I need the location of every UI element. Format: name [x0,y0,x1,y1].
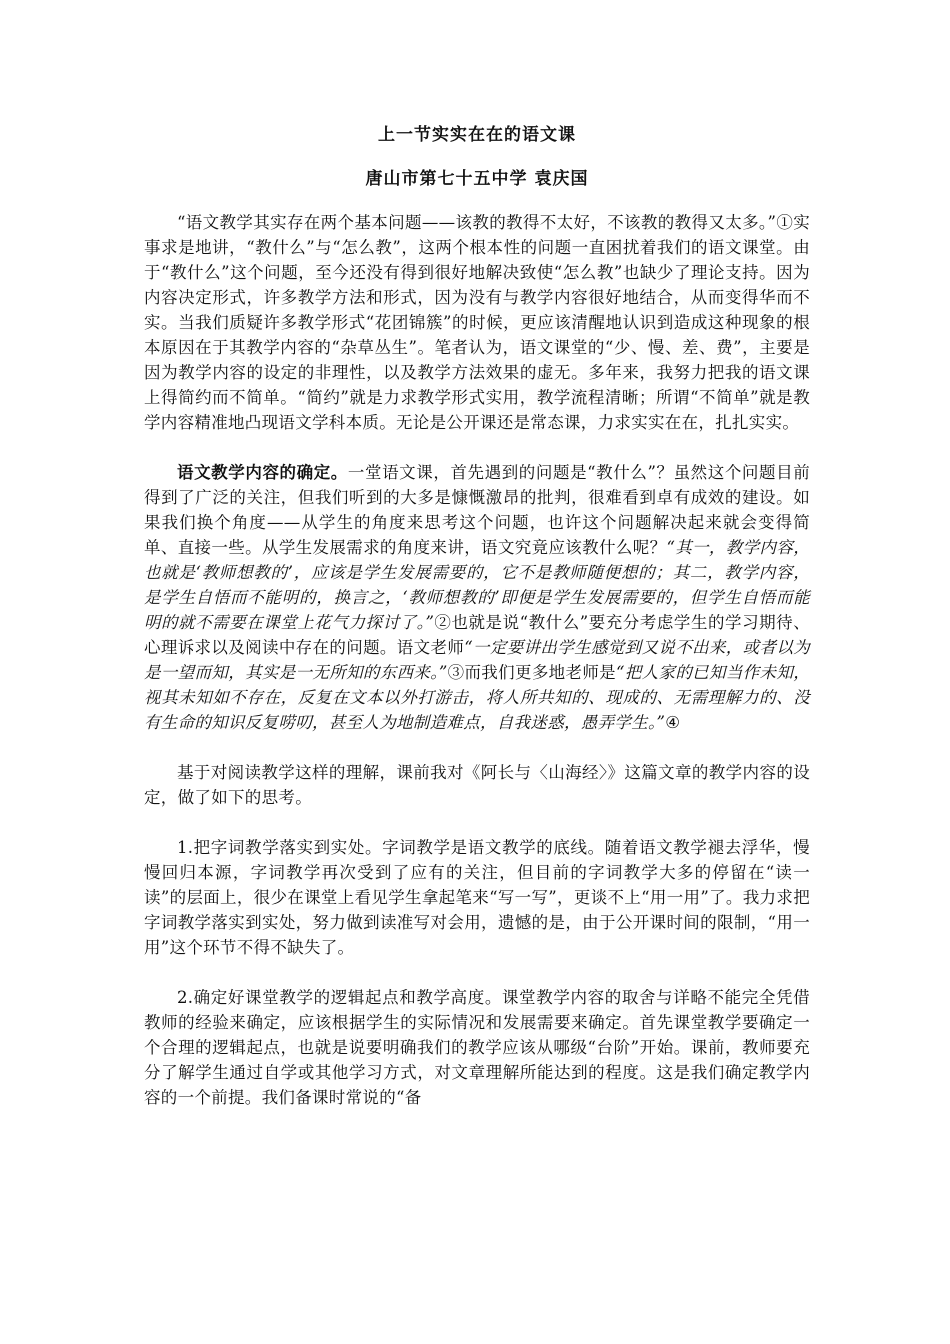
paragraph-reading-understanding [144,760,810,810]
quotation: “其一，教学内容，也就是‘教师想教的’，应该是学生发展需要的，它不是教师随便想的；其二，教学内容，是学生自悟而不能明的，换言之，‘教师想教的’即便是学生发展需要的，但学生自悟而能明的就不需要在课堂上花气力探讨了。” [144,538,810,632]
document-author: 唐山市第七十五中学 袁庆国 [365,169,589,189]
paragraph-text: “语文教学其实存在两个基本问题——该教的教得不太好，不该教的教得又太多。”①实事求是地讲，“教什么”与“怎么教”，这两个根本性的问题一直困扰着我们的语文课堂。由于“教什么”这个问题，至今还没有得到很好地解决致使“怎么教”也缺少了理论支持。因为内容决定形式，许多教学方法和形式，因为没有与教学内容很好地结合，从而变得华而不实。当我们质疑许多教学形式“花团锦簇”的时候，更应该清醒地认识到造成这种现象的根本原因在于其教学内容的“杂草丛生”。笔者认为，语文课堂的“少、慢、差、费”，主要是因为教学内容的设定的非理性，以及教学方法效果的虚无。多年来，我努力把我的语文课上得简约而不简单。“简约”就是力求教学形式实用，教学流程清晰；所谓“不简单”就是教学内容精准地凸现语文学科本质。无论是公开课还是常态课，力求实实在在，扎扎实实。 [144,213,810,432]
quotation: “一定要讲出学生感觉到又说不出来，或者以为是一望而知，其实是一无所知的东西来。” [144,638,810,682]
document-page [144,122,810,1135]
paragraph-text: 2.确定好课堂教学的逻辑起点和教学高度。课堂教学内容的取舍与详略不能完全凭借教师的经验来确定，应该根据学生的实际情况和发展需要来确定。首先课堂教学要确定一个合理的逻辑起点，也就是说要明确我们的教学应该从哪级“台阶”开始。课前，教师要充分了解学生通过自学或其他学习方式，对文章理解所能达到的程度。这是我们确定教学内容的一个前提。我们备课时常说的“备 [144,988,810,1107]
paragraph-point-2 [144,985,810,1110]
paragraph-text: ②也就是说“教什么”要充分考虑学生的学习期待、心理诉求以及阅读中存在的问题。语文老师 [144,613,810,657]
quotation: “把人家的已知当作未知，视其未知如不存在，反复在文本以外打游击，将人所共知的、现成的、无需理解力的、没有生命的知识反复唠叨，甚至人为地制造难点，自我迷惑，愚弄学生。” [144,663,810,732]
paragraph-point-1 [144,835,810,960]
paragraph-intro [144,210,810,435]
section-heading: 语文教学内容的确定。 [177,463,348,482]
paragraph-text: 1.把字词教学落实到实处。字词教学是语文教学的底线。随着语文教学褪去浮华，慢慢回归本源，字词教学再次受到了应有的关注，但目前的字词教学大多的停留在“读一读”的层面上，很少在课堂上看见学生拿起笔来“写一写”，更谈不上“用一用”了。我力求把字词教学落实到实处，努力做到读准写对会用，遗憾的是，由于公开课时间的限制，“用一用”这个环节不得不缺失了。 [144,838,810,957]
paragraph-text: 一堂语文课，首先遇到的问题是“教什么”？虽然这个问题目前得到了广泛的关注，但我们听到的大多是慷慨激昂的批判，很难看到卓有成效的建设。如果我们换个角度——从学生的角度来思考这个问题，也许这个问题解决起来就会变得简单、直接一些。从学生发展需求的角度来讲，语文究竟应该教什么呢？ [144,463,810,557]
paragraph-text: ③而我们更多地老师是 [447,663,617,682]
document-title: 上一节实实在在的语文课 [378,125,576,145]
paragraph-text: 基于对阅读教学这样的理解，课前我对《阿长与〈山海经〉》这篇文章的教学内容的设定，做了如下的思考。 [144,763,810,807]
paragraph-content-determination [144,460,810,735]
footnote-marker: ④ [665,713,681,732]
